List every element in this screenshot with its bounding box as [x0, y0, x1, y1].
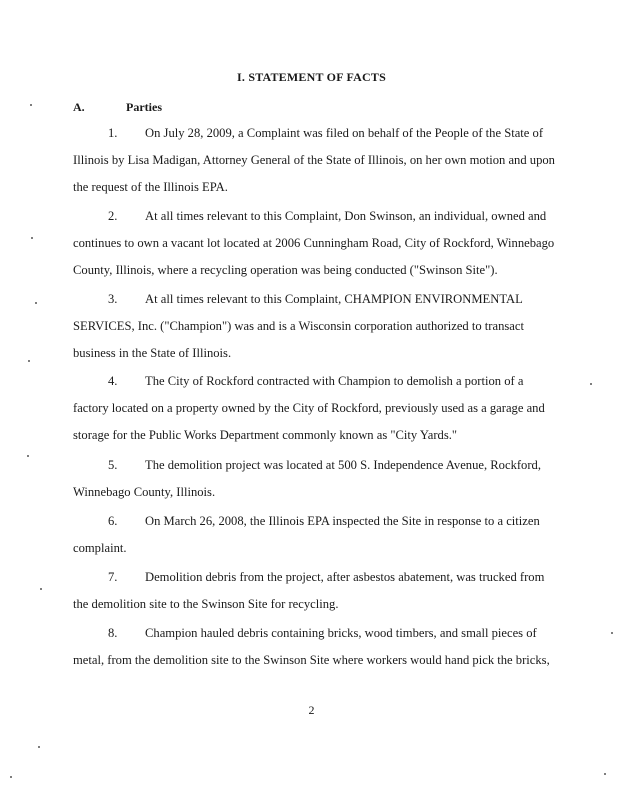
paragraph-line: On March 26, 2008, the Illinois EPA inspected the Site in response to a citizen — [145, 514, 540, 528]
paragraph-line: The City of Rockford contracted with Champion to demolish a portion of a — [145, 374, 524, 388]
paragraph-number: 8. — [108, 626, 118, 640]
paragraph-line: metal, from the demolition site to the Swinson Site where workers would hand pick the bricks, — [73, 653, 550, 667]
paragraph-line: Winnebago County, Illinois. — [73, 485, 216, 499]
paragraph-line: complaint. — [73, 541, 127, 555]
scan-speck — [31, 237, 33, 239]
section-title: Parties — [126, 100, 162, 114]
section-number: A. — [73, 100, 85, 114]
scan-speck — [604, 773, 606, 775]
scan-speck — [590, 383, 592, 385]
scan-speck — [10, 776, 12, 778]
paragraph-line: The demolition project was located at 500 S. Independence Avenue, Rockford, — [145, 458, 541, 472]
paragraph-number: 6. — [108, 514, 118, 528]
paragraph-number: 2. — [108, 209, 118, 223]
paragraph-number: 7. — [108, 570, 118, 584]
paragraph-line: continues to own a vacant lot located at 2006 Cunningham Road, City of Rockford, Winnebago — [73, 236, 555, 250]
paragraph-number: 5. — [108, 458, 118, 472]
scan-speck — [28, 360, 30, 362]
scan-speck — [27, 455, 29, 457]
paragraph-line: Illinois by Lisa Madigan, Attorney General of the State of Illinois, on her own motion and upon — [73, 153, 555, 167]
paragraph-line: At all times relevant to this Complaint, CHAMPION ENVIRONMENTAL — [145, 292, 523, 306]
paragraph-line: factory located on a property owned by the City of Rockford, previously used as a garage and — [73, 401, 545, 415]
paragraph-line: business in the State of Illinois. — [73, 346, 232, 360]
paragraph-line: Demolition debris from the project, after asbestos abatement, was trucked from — [145, 570, 545, 584]
paragraph-number: 4. — [108, 374, 118, 388]
paragraph-line: County, Illinois, where a recycling operation was being conducted ("Swinson Site"). — [73, 263, 498, 277]
scan-speck — [40, 588, 42, 590]
scan-speck — [35, 302, 37, 304]
paragraph-number: 3. — [108, 292, 118, 306]
paragraph-line: SERVICES, Inc. ("Champion") was and is a Wisconsin corporation authorized to transact — [73, 319, 524, 333]
paragraph-line: storage for the Public Works Department commonly known as "City Yards." — [73, 428, 458, 442]
page-number: 2 — [308, 703, 315, 717]
paragraph-line: On July 28, 2009, a Complaint was filed on behalf of the People of the State of — [145, 126, 544, 140]
scan-speck — [30, 104, 32, 106]
scan-speck — [38, 746, 40, 748]
paragraph-line: At all times relevant to this Complaint, Don Swinson, an individual, owned and — [145, 209, 547, 223]
paragraph-line: the demolition site to the Swinson Site for recycling. — [73, 597, 339, 611]
paragraph-line: the request of the Illinois EPA. — [73, 180, 228, 194]
paragraph-line: Champion hauled debris containing bricks, wood timbers, and small pieces of — [145, 626, 537, 640]
paragraph-number: 1. — [108, 126, 118, 140]
scan-speck — [611, 632, 613, 634]
document-heading: I. STATEMENT OF FACTS — [237, 70, 386, 84]
